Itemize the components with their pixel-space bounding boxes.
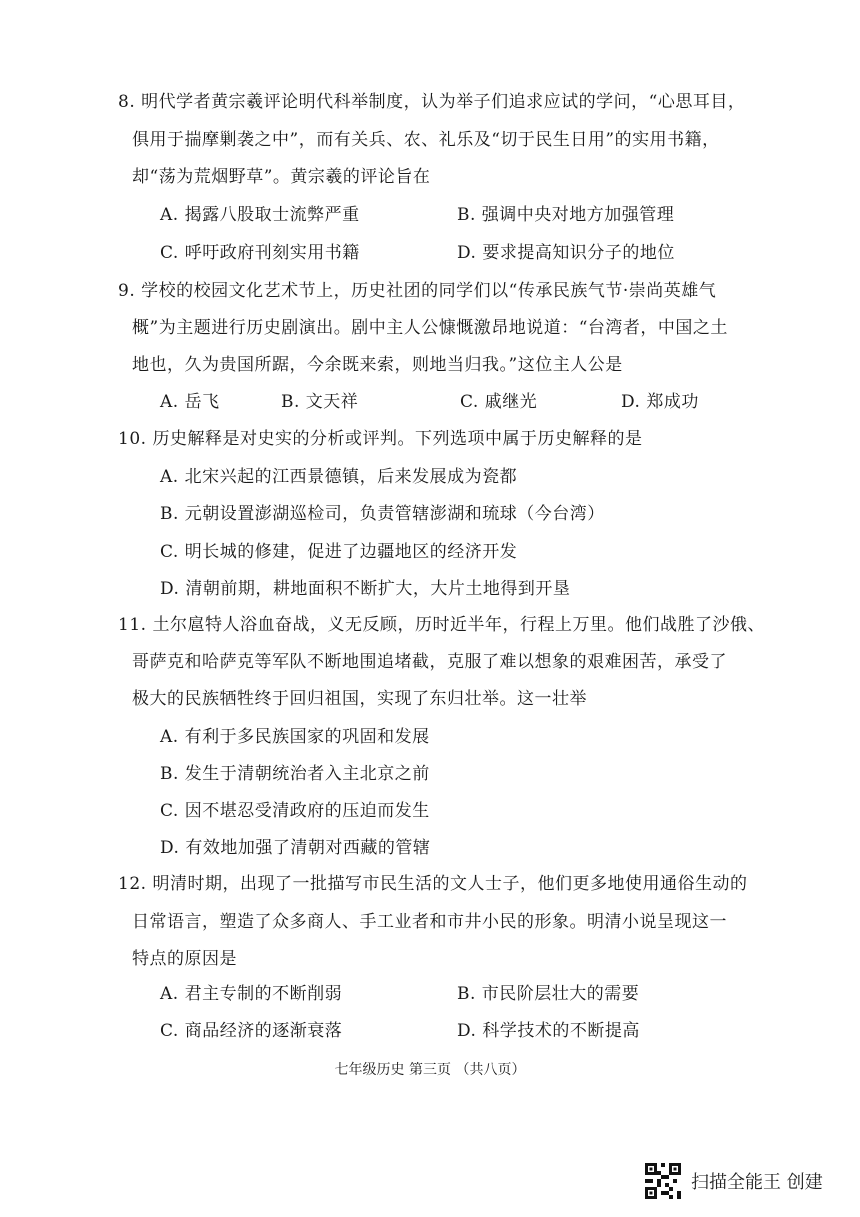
q11-option-b: B. 发生于清朝统治者入主北京之前 xyxy=(160,764,430,784)
q11-line-3: 极大的民族牺牲终于回归祖国，实现了东归壮举。这一壮举 xyxy=(132,689,587,709)
scanner-watermark xyxy=(645,1163,845,1199)
q12-line-3: 特点的原因是 xyxy=(132,949,237,969)
q10-option-c: C. 明长城的修建，促进了边疆地区的经济开发 xyxy=(160,542,518,562)
q8-option-a: A. 揭露八股取士流弊严重 xyxy=(160,205,360,225)
q12-line-1: 12. 明清时期，出现了一批描写市民生活的文人士子，他们更多地使用通俗生动的 xyxy=(118,874,748,894)
q12-option-b: B. 市民阶层壮大的需要 xyxy=(457,984,640,1004)
q8-line-1: 8. 明代学者黄宗羲评论明代科举制度，认为举子们追求应试的学问，“心思耳目， xyxy=(118,92,746,112)
q12-line-2: 日常语言，塑造了众多商人、手工业者和市井小民的形象。明清小说呈现这一 xyxy=(132,912,727,932)
page-footer: 七年级历史 第三页 （共八页） xyxy=(334,1062,526,1078)
q10-option-d: D. 清朝前期，耕地面积不断扩大，大片土地得到开垦 xyxy=(160,579,571,599)
qr-code-icon xyxy=(645,1163,681,1199)
q8-option-d: D. 要求提高知识分子的地位 xyxy=(457,243,675,263)
q11-line-1: 11. 土尔扈特人浴血奋战，义无反顾，历时近半年，行程上万里。他们战胜了沙俄、 xyxy=(118,615,765,635)
scanner-label: 扫描全能王 创建 xyxy=(691,1172,823,1193)
q9-option-d: D. 郑成功 xyxy=(621,392,699,412)
q10-option-a: A. 北宋兴起的江西景德镇，后来发展成为瓷都 xyxy=(160,467,518,487)
q9-line-2: 概”为主题进行历史剧演出。剧中主人公慷慨激昂地说道：“台湾者，中国之土 xyxy=(132,318,728,338)
q11-line-2: 哥萨克和哈萨克等军队不断地围追堵截，克服了难以想象的艰难困苦，承受了 xyxy=(132,652,727,672)
q12-option-d: D. 科学技术的不断提高 xyxy=(457,1021,640,1041)
q9-line-3: 地也，久为贵国所踞，今余既来索，则地当归我。”这位主人公是 xyxy=(132,355,623,375)
q12-option-a: A. 君主专制的不断削弱 xyxy=(160,984,343,1004)
q8-line-3: 却“荡为荒烟野草”。黄宗羲的评论旨在 xyxy=(132,167,431,187)
q11-option-c: C. 因不堪忍受清政府的压迫而发生 xyxy=(160,801,430,821)
q9-line-1: 9. 学校的校园文化艺术节上，历史社团的同学们以“传承民族气节·崇尚英雄气 xyxy=(118,281,717,301)
q9-option-c: C. 戚继光 xyxy=(460,392,538,412)
q8-option-b: B. 强调中央对地方加强管理 xyxy=(457,205,675,225)
q8-option-c: C. 呼吁政府刊刻实用书籍 xyxy=(160,243,360,263)
q12-option-c: C. 商品经济的逐渐衰落 xyxy=(160,1021,343,1041)
q11-option-a: A. 有利于多民族国家的巩固和发展 xyxy=(160,727,430,747)
q8-line-2: 俱用于揣摩剿袭之中”，而有关兵、农、礼乐及“切于民生日用”的实用书籍， xyxy=(132,130,720,150)
q9-option-a: A. 岳飞 xyxy=(160,392,220,412)
q9-option-b: B. 文天祥 xyxy=(281,392,359,412)
q11-option-d: D. 有效地加强了清朝对西藏的管辖 xyxy=(160,838,431,858)
q10-line-1: 10. 历史解释是对史实的分析或评判。下列选项中属于历史解释的是 xyxy=(118,429,643,449)
q10-option-b: B. 元朝设置澎湖巡检司，负责管辖澎湖和琉球（今台湾） xyxy=(160,504,605,524)
